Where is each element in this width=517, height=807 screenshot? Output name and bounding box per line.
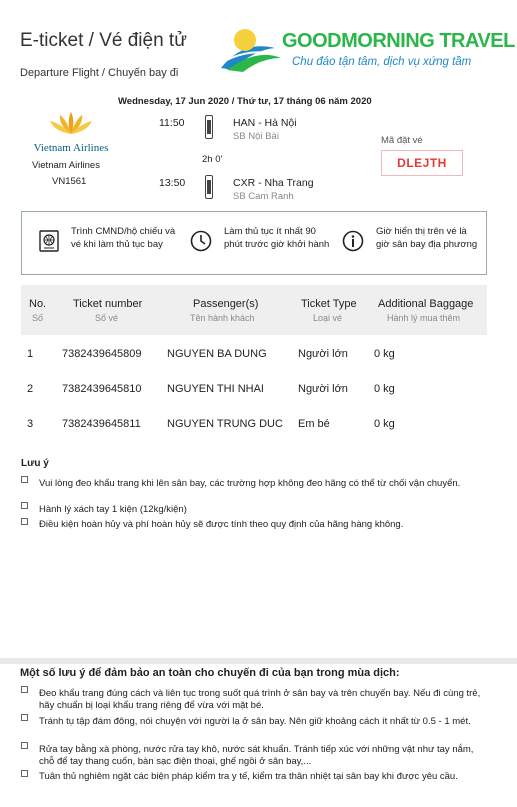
arrival-marker-icon [205,175,213,199]
departure-airport-name: SB Nội Bài [233,131,279,142]
table-cell: 1 [27,348,34,360]
table-cell: Em bé [298,418,330,430]
airline-logo-text: Vietnam Airlines [33,142,109,154]
departure-airport-code: HAN - Hà Nội [233,117,297,129]
bullet-icon [21,742,28,749]
bullet-icon [21,686,28,693]
column-header-ticket: Ticket number [73,298,143,310]
flight-code: VN1561 [52,176,87,187]
bullet-icon [21,502,28,509]
brand-name: GOODMORNING TRAVEL [282,30,515,52]
table-cell: Người lớn [298,348,348,360]
airline-logo [32,110,110,152]
departure-marker-icon [205,115,213,139]
page-title [20,30,187,52]
title-vi: Vé điện tử [99,30,187,51]
notice-text-2: Làm thủ tục ít nhất 90 phút trước giờ khởi hành [224,226,330,250]
info-icon [342,230,364,252]
notice-text-3: Giờ hiển thị trên vé là giờ sân bay địa phương [376,226,478,250]
column-subheader-ticket: Số vé [95,313,119,323]
title-separator: / [83,30,100,51]
arrival-time: 13:50 [159,177,186,189]
booking-code-label: Mã đặt vé [381,135,423,146]
arrival-airport-code: CXR - Nha Trang [233,177,314,189]
column-header-baggage: Additional Baggage [378,298,474,310]
flight-date: Wednesday, 17 Jun 2020 / Thứ tư, 17 tháng 06 năm 2020 [118,96,372,107]
title-en: E-ticket [20,30,84,51]
table-cell: 0 kg [374,418,395,430]
table-cell: 2 [27,383,34,395]
brand-slogan: Chu đáo tận tâm, dịch vụ xứng tầm [292,56,472,68]
table-cell: 0 kg [374,383,395,395]
notes-title: Lưu ý [21,458,49,469]
bullet-icon [21,518,28,525]
table-cell: NGUYEN BA DUNG [167,348,267,360]
booking-code: DLEJTH [381,150,463,176]
safety-item: Tuân thủ nghiêm ngặt các biện pháp kiểm tra y tế, kiểm tra thân nhiệt tại sân bay khi được yêu cầu. [39,771,458,782]
lotus-icon [32,110,110,136]
note-item: Hành lý xách tay 1 kiện (12kg/kiện) [39,504,187,515]
notice-text-1: Trình CMND/hộ chiếu và vé khi làm thủ tục bay [71,226,176,250]
column-header-type: Ticket Type [301,298,357,310]
flight-duration: 2h 0' [202,154,223,165]
table-cell: 7382439645810 [62,383,142,395]
table-cell: Người lớn [298,383,348,395]
table-cell: 0 kg [374,348,395,360]
column-subheader-no: Số [32,313,44,323]
note-item: Điều kiện hoàn hủy và phí hoàn hủy sẽ được tính theo quy định của hãng hàng không. [39,519,404,530]
page-subtitle: Departure Flight / Chuyến bay đi [20,67,179,79]
airline-name: Vietnam Airlines [32,160,100,171]
safety-section [0,658,517,807]
table-cell: 7382439645809 [62,348,142,360]
table-header [21,285,487,335]
column-subheader-passenger: Tên hành khách [190,313,255,323]
safety-item: Đeo khẩu trang đúng cách và liên tục trong suốt quá trình ở sân bay và trên chuyến bay. Nếu đi cùng trẻ, hãy chuẩn bị loại khẩu trang riêng để vừa với mặt bé. [39,688,481,711]
column-subheader-type: Loại vé [313,313,343,323]
table-cell: 7382439645811 [62,418,141,430]
bullet-icon [21,714,28,721]
clock-icon [190,230,212,252]
table-cell: 3 [27,418,34,430]
departure-time: 11:50 [159,117,185,129]
column-header-passenger: Passenger(s) [193,298,259,310]
table-cell: NGUYEN THI NHAI [167,383,264,395]
passport-icon [38,230,60,252]
table-cell: NGUYEN TRUNG DUC [167,418,283,430]
column-subheader-baggage: Hành lý mua thêm [387,313,461,323]
note-item: Vui lòng đeo khẩu trang khi lên sân bay, các trường hợp không đeo hãng có thể từ chối vận chuyển. [39,478,461,489]
bullet-icon [21,476,28,483]
safety-item: Rửa tay bằng xà phòng, nước rửa tay khô, nước sát khuẩn. Tránh tiếp xúc với những vật như tay nắm, chỗ để tay thang cuốn, bàn sạc điện thoại, ghế ngồi ở sân bay,... [39,744,474,767]
safety-title: Một số lưu ý để đảm bảo an toàn cho chuyến đi của bạn trong mùa dịch: [20,667,400,679]
arrival-airport-name: SB Cam Ranh [233,191,294,202]
safety-item: Tránh tụ tập đám đông, nói chuyện với người lạ ở sân bay. Nên giữ khoảng cách ít nhất từ 0.5 - 1 mét. [39,716,471,727]
bullet-icon [21,770,28,777]
column-header-no: No. [29,298,47,310]
